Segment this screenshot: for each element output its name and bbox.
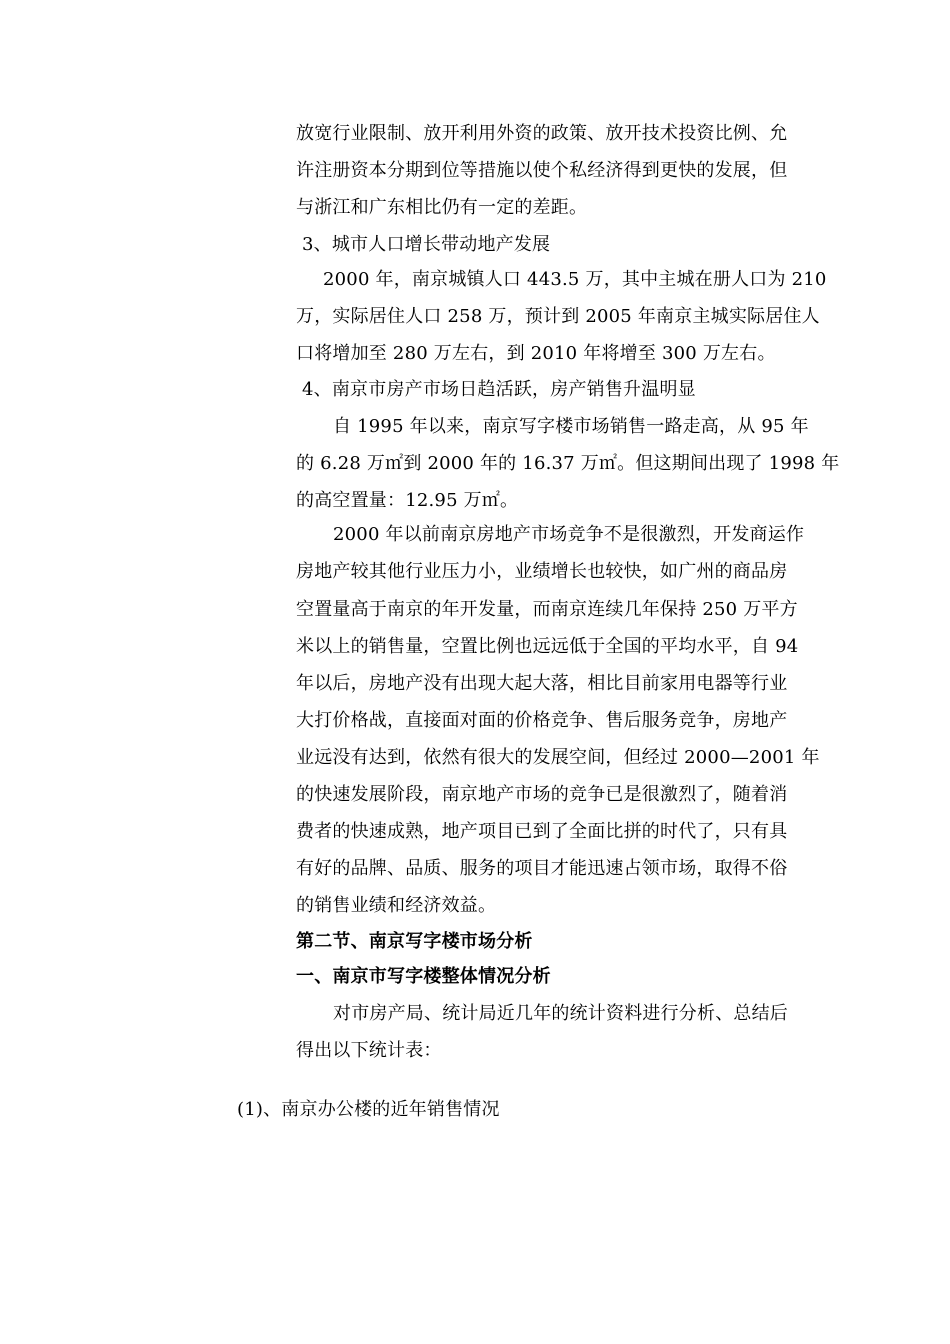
paragraph-line: 的快速发展阶段，南京地产市场的竞争已是很激烈了，随着消 [296,784,788,805]
paragraph-line: 口将增加至 280 万左右，到 2010 年将增至 300 万左右。 [296,343,776,364]
paragraph-line: 的高空置量：12.95 万㎡。 [296,490,519,511]
paragraph-line: 米以上的销售量，空置比例也远远低于全国的平均水平，自 94 [296,636,799,657]
section-heading: 3、城市人口增长带动地产发展 [302,234,551,255]
paragraph-line: 得出以下统计表： [296,1040,442,1061]
paragraph-line: 许注册资本分期到位等措施以使个私经济得到更快的发展，但 [296,160,788,181]
paragraph-line: 年以后，房地产没有出现大起大落，相比目前家用电器等行业 [296,673,788,694]
section-title: 第二节、南京写字楼市场分析 [296,931,533,952]
paragraph-line: 2000 年以前南京房地产市场竞争不是很激烈，开发商运作 [333,524,805,545]
table-caption: (1)、南京办公楼的近年销售情况 [237,1099,500,1120]
paragraph-line: 有好的品牌、品质、服务的项目才能迅速占领市场，取得不俗 [296,858,788,879]
paragraph-line: 大打价格战，直接面对面的价格竞争、售后服务竞争，房地产 [296,710,788,731]
paragraph-line: 放宽行业限制、放开利用外资的政策、放开技术投资比例、允 [296,123,788,144]
paragraph-line: 费者的快速成熟，地产项目已到了全面比拼的时代了，只有具 [296,821,788,842]
paragraph-line: 空置量高于南京的年开发量，而南京连续几年保持 250 万平方 [296,599,798,620]
paragraph-line: 自 1995 年以来，南京写字楼市场销售一路走高，从 95 年 [333,416,809,437]
paragraph-line: 房地产较其他行业压力小，业绩增长也较快，如广州的商品房 [296,561,788,582]
paragraph-line: 业远没有达到，依然有很大的发展空间，但经过 2000—2001 年 [296,747,820,768]
paragraph-line: 与浙江和广东相比仍有一定的差距。 [296,197,588,218]
section-heading: 4、南京市房产市场日趋活跃，房产销售升温明显 [302,379,696,400]
paragraph-line: 的销售业绩和经济效益。 [296,895,497,916]
paragraph-line: 对市房产局、统计局近几年的统计资料进行分析、总结后 [333,1003,788,1024]
paragraph-line: 2000 年，南京城镇人口 443.5 万，其中主城在册人口为 210 [323,269,827,290]
paragraph-line: 万，实际居住人口 258 万，预计到 2005 年南京主城实际居住人 [296,306,820,327]
subsection-title: 一、南京市写字楼整体情况分析 [296,966,551,987]
paragraph-line: 的 6.28 万㎡到 2000 年的 16.37 万㎡。但这期间出现了 1998 年 [296,453,840,474]
